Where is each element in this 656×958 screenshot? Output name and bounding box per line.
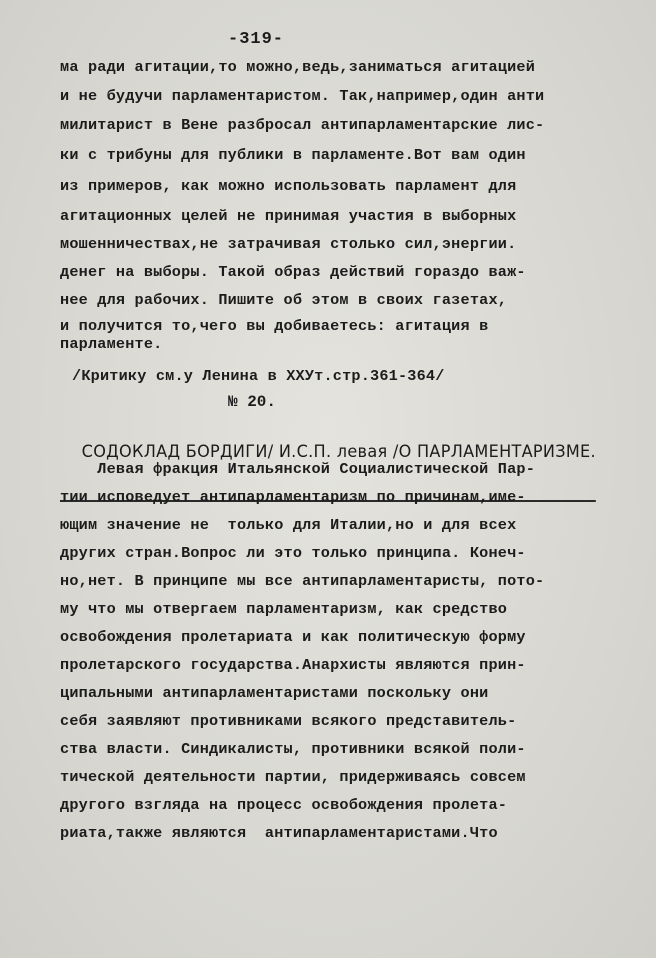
- text-line: ма ради агитации,то можно,ведь,заниматься агитацией: [60, 58, 536, 76]
- text-line: из примеров, как можно использовать парламент для: [60, 177, 517, 195]
- text-line: милитарист в Вене разбросал антипарламентарские лис-: [60, 116, 545, 134]
- text-line: риата,также являются антипарламентаристами.Что: [60, 824, 498, 842]
- document-number: № 20.: [228, 393, 277, 411]
- text-line: другого взгляда на процесс освобождения пролета-: [60, 796, 508, 814]
- page-number: -319-: [228, 30, 285, 49]
- text-line: ющим значение не только для Италии,но и для всех: [60, 516, 517, 534]
- text-line: нее для рабочих. Пишите об этом в своих газетах,: [60, 291, 508, 309]
- text-line: му что мы отвергаем парламентаризм, как средство: [60, 600, 508, 618]
- text-line: мошенничествах,не затрачивая столько сил,энергии.: [60, 235, 517, 253]
- text-line: ципальными антипарламентаристами поскольку они: [60, 684, 489, 702]
- text-line: других стран.Вопрос ли это только принципа. Конеч-: [60, 544, 526, 562]
- text-line: денег на выборы. Такой образ действий гораздо важ-: [60, 263, 526, 281]
- text-line: и получится то,чего вы добиваетесь: агитация в: [60, 317, 489, 335]
- text-line: но,нет. В принципе мы все антипарламентаристы, пото-: [60, 572, 545, 590]
- text-line: пролетарского государства.Анархисты являются прин-: [60, 656, 526, 674]
- section-heading-text: СОДОКЛАД БОРДИГИ/ И.С.П. левая /О ПАРЛАМЕНТАРИЗМЕ.: [81, 442, 596, 461]
- text-line: Левая фракция Итальянской Социалистической Пар-: [60, 460, 536, 478]
- text-line: и не будучи парламентаристом. Так,например,один анти: [60, 87, 545, 105]
- text-line: ства власти. Синдикалисты, противники всякой поли-: [60, 740, 526, 758]
- text-line: парламенте.: [60, 335, 163, 353]
- text-line: тии исповедует антипарламентаризм по причинам,име-: [60, 488, 526, 506]
- text-line: освобождения пролетариата и как политическую форму: [60, 628, 526, 646]
- text-line: тической деятельности партии, придерживаясь совсем: [60, 768, 526, 786]
- text-line: агитационных целей не принимая участия в выборных: [60, 207, 517, 225]
- text-line: себя заявляют противниками всякого представитель-: [60, 712, 517, 730]
- reference-line: /Критику см.у Ленина в XXУт.стр.361-364/: [72, 367, 445, 385]
- text-line: ки с трибуны для публики в парламенте.Вот вам один: [60, 146, 526, 164]
